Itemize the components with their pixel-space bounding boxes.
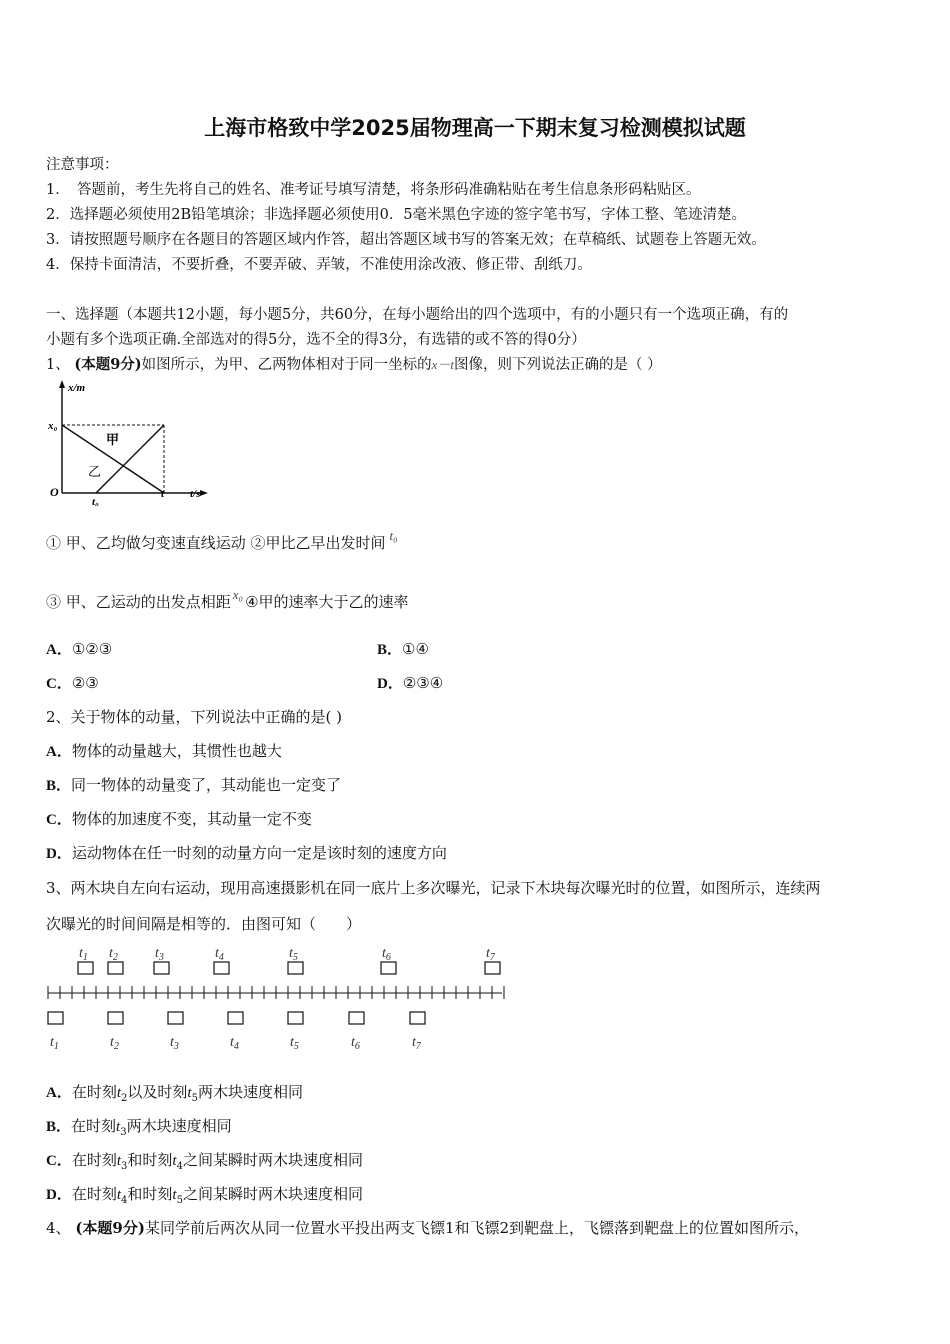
option-label: A．	[46, 744, 72, 760]
q2-option-b[interactable]	[46, 774, 341, 795]
t-symbol: t	[187, 1085, 192, 1101]
bottom-block	[168, 1012, 183, 1024]
option-label: D．	[46, 1187, 72, 1203]
blocks-figure	[44, 940, 510, 1055]
q3-option-b[interactable]	[46, 1115, 232, 1138]
t-subscript: 5	[191, 1093, 198, 1104]
bottom-time-label: $t_1$	[50, 1035, 59, 1052]
statement-3-text: ③ 甲、乙运动的出发点相距	[46, 593, 231, 611]
option-text: 运动物体在任一时刻的动量方向一定是该时刻的速度方向	[71, 844, 447, 862]
t-subscript: 3	[120, 1127, 127, 1138]
bottom-time-label: $t_4$	[230, 1035, 239, 1052]
statement-1-2-text: ① 甲、乙均做匀变速直线运动 ②甲比乙早出发时间	[46, 534, 386, 552]
bottom-time-label: $t_7$	[412, 1035, 421, 1052]
t-symbol: t	[116, 1085, 122, 1101]
t-symbol: t	[172, 1153, 177, 1169]
question-4-text: 某同学前后两次从同一位置水平投出两支飞镖1和飞镖2到靶盘上，飞镖落到靶盘上的位置如图所示，	[144, 1219, 810, 1237]
top-time-label: $t_6$	[382, 946, 391, 963]
top-block	[214, 962, 229, 974]
top-time-label: $t_3$	[155, 946, 164, 963]
x0-symbol: x₀	[232, 587, 244, 602]
section-heading-line2: 小题有多个选项正确.全部选对的得5分，选不全的得3分，有选错的或不答的得0分）	[46, 332, 586, 348]
bottom-time-label: $t_3$	[170, 1035, 179, 1052]
option-label: D．	[377, 676, 403, 692]
section-heading-line1: 一、选择题（本题共12小题，每小题5分，共60分，在每小题给出的四个选项中，有的小题只有一个选项正确，有的	[46, 307, 789, 323]
question-1-tag: (本题9分)	[74, 356, 142, 373]
bottom-block	[410, 1012, 425, 1024]
top-blocks	[78, 946, 500, 974]
xt-graph	[44, 378, 214, 506]
top-time-label: $t_5$	[289, 946, 298, 963]
top-block	[78, 962, 93, 974]
bottom-block	[108, 1012, 123, 1024]
top-block	[381, 962, 396, 974]
graph-yi-label: 乙	[88, 464, 102, 479]
t-symbol: t	[116, 1119, 121, 1135]
question-2-stem: 2、关于物体的动量，下列说法中正确的是( )	[46, 708, 343, 726]
graph-origin-label: O	[50, 485, 59, 499]
t-symbol: t	[116, 1187, 122, 1203]
top-time-label: $t_4$	[215, 946, 224, 963]
q3-option-a[interactable]	[46, 1081, 303, 1104]
graph-jia-label: 甲	[106, 432, 120, 447]
option-text: 和时刻	[127, 1185, 173, 1203]
q3-option-d[interactable]	[46, 1183, 363, 1206]
notice-heading: 注意事项：	[46, 157, 119, 173]
top-time-label: $t_7$	[486, 946, 495, 963]
t-subscript: 2	[121, 1093, 128, 1104]
option-label: B．	[46, 778, 72, 794]
question-4-tag: (本题9分)	[75, 1219, 145, 1237]
question-1-statement-line1	[46, 528, 398, 553]
option-text: 以及时刻	[127, 1083, 188, 1101]
t-subscript: 4	[176, 1161, 183, 1172]
q1-option-c[interactable]	[46, 672, 99, 693]
bottom-blocks	[48, 1012, 425, 1052]
top-block	[288, 962, 303, 974]
t-symbol: t	[172, 1187, 177, 1203]
graph-x-arrow	[200, 490, 208, 496]
top-time-label: $t_1$	[79, 946, 88, 963]
bottom-block	[288, 1012, 303, 1024]
t0-symbol: t₀	[389, 528, 398, 543]
option-text: 之间某瞬时两木块速度相同	[182, 1185, 363, 1203]
question-1-number: 1、	[46, 357, 70, 373]
q1-option-a[interactable]	[46, 638, 112, 659]
option-text: 之间某瞬时两木块速度相同	[182, 1151, 363, 1169]
option-text: 物体的动量越大，其惯性也越大	[71, 742, 282, 760]
t-subscript: 4	[121, 1195, 128, 1206]
option-text: 两木块速度相同	[126, 1117, 232, 1135]
option-text: ②③④	[402, 674, 444, 692]
top-block	[485, 962, 500, 974]
option-text: 两木块速度相同	[197, 1083, 303, 1101]
graph-t0-label: t₀	[92, 496, 99, 506]
q2-option-c[interactable]	[46, 808, 312, 829]
top-time-label: $t_2$	[109, 946, 118, 963]
q2-option-d[interactable]	[46, 842, 447, 863]
t-subscript: 3	[121, 1161, 128, 1172]
q1-option-d[interactable]	[377, 672, 443, 693]
question-1-stem	[46, 353, 662, 374]
graph-xlabel: t/s	[190, 488, 201, 500]
option-label: A．	[46, 642, 72, 658]
question-1-stem-a: 如图所示，为甲、乙两物体相对于同一坐标的	[141, 357, 432, 373]
option-label: C．	[46, 1153, 72, 1169]
option-label: B．	[46, 1119, 72, 1135]
option-label: D．	[46, 846, 72, 862]
top-block	[154, 962, 169, 974]
t-symbol: t	[116, 1153, 122, 1169]
top-block	[108, 962, 123, 974]
graph-ylabel: x/m	[68, 382, 86, 394]
option-label: B．	[377, 642, 403, 658]
notice-item-1: 1． 答题前，考生先将自己的姓名、准考证号填写清楚，将条形码准确粘贴在考生信息条形码粘贴区。	[46, 182, 701, 198]
option-text: 在时刻	[71, 1117, 117, 1135]
bottom-time-label: $t_5$	[290, 1035, 299, 1052]
graph-t-label: t	[161, 488, 165, 500]
graph-y-arrow	[59, 380, 65, 388]
question-3-stem-line1: 3、两木块自左向右运动，现用高速摄影机在同一底片上多次曝光，记录下木块每次曝光时的位置，如图所示，连续两	[46, 879, 821, 897]
question-4-number: 4、	[46, 1219, 71, 1237]
bottom-block	[48, 1012, 63, 1024]
bottom-time-label: $t_6$	[351, 1035, 360, 1052]
bottom-block	[349, 1012, 364, 1024]
notice-item-2: 2．选择题必须使用2B铅笔填涂；非选择题必须使用0．5毫米黑色字迹的签字笔书写，字体工整、笔迹清楚。	[46, 207, 747, 223]
q1-option-b[interactable]	[377, 638, 429, 659]
option-text: 和时刻	[127, 1151, 173, 1169]
question-1-xt-symbol: x－t	[431, 357, 455, 372]
question-1-stem-b: 图像，则下列说法正确的是（ ）	[454, 357, 662, 373]
option-text: 在时刻	[71, 1151, 117, 1169]
question-1-statement-line2	[46, 587, 409, 612]
option-label: A．	[46, 1085, 72, 1101]
notice-item-3: 3．请按照题号顺序在各题目的答题区域内作答，超出答题区域书写的答案无效；在草稿纸、试题卷上答题无效。	[46, 232, 766, 248]
option-text: 在时刻	[71, 1083, 117, 1101]
bottom-time-label: $t_2$	[110, 1035, 119, 1052]
option-text: ①②③	[71, 640, 113, 658]
page-title: 上海市格致中学2025届物理高一下期末复习检测模拟试题	[204, 116, 746, 140]
option-label: C．	[46, 676, 72, 692]
q2-option-a[interactable]	[46, 740, 282, 761]
bottom-block	[228, 1012, 243, 1024]
option-text: 在时刻	[71, 1185, 117, 1203]
notice-item-4: 4．保持卡面清洁，不要折叠，不要弄破、弄皱，不准使用涂改液、修正带、刮纸刀。	[46, 257, 592, 273]
question-4-stem	[46, 1217, 809, 1238]
option-text: 同一物体的动量变了，其动能也一定变了	[71, 776, 342, 794]
option-text: ②③	[71, 674, 99, 692]
question-3-stem-line2: 次曝光的时间间隔是相等的．由图可知（ ）	[46, 915, 362, 933]
option-label: C．	[46, 812, 72, 828]
t-subscript: 5	[176, 1195, 183, 1206]
graph-x0-label: x₀	[48, 420, 58, 432]
option-text: 物体的加速度不变，其动量一定不变	[71, 810, 312, 828]
q3-option-c[interactable]	[46, 1149, 363, 1172]
statement-4-text: ④甲的速率大于乙的速率	[245, 593, 409, 611]
option-text: ①④	[402, 640, 429, 658]
